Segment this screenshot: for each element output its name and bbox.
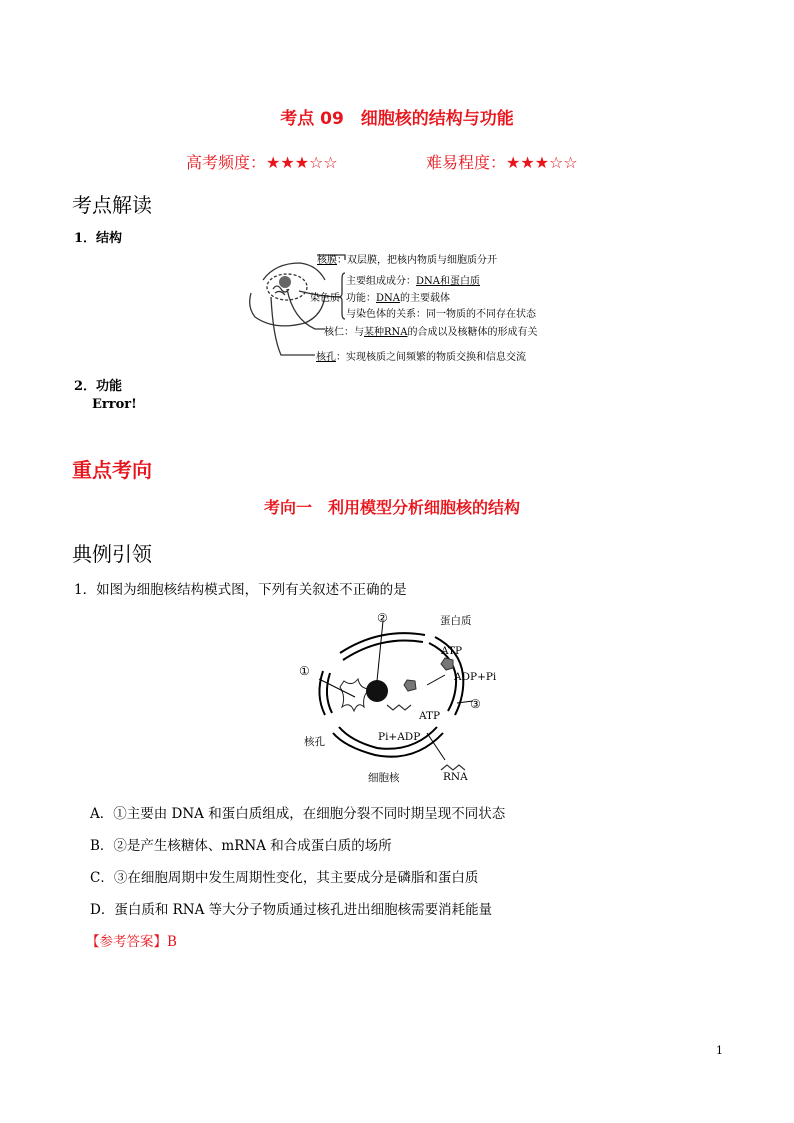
label-rna: RNA bbox=[443, 771, 468, 783]
nucleolus-blob bbox=[366, 680, 388, 702]
label-3: ③ bbox=[470, 697, 481, 711]
option-a: A．①主要由 DNA 和蛋白质组成，在细胞分裂不同时期呈现不同状态 bbox=[90, 806, 506, 822]
protein-shape-inside bbox=[404, 680, 416, 691]
page-title: 考点 09 细胞核的结构与功能 bbox=[280, 109, 514, 129]
answer-line bbox=[86, 930, 177, 950]
difficulty-rating bbox=[426, 150, 578, 173]
rna-outside bbox=[441, 765, 465, 770]
frequency-label: 高考频度： bbox=[186, 153, 267, 172]
envelope-arc-left-outer bbox=[319, 671, 325, 715]
label-nucleus: 细胞核 bbox=[368, 772, 400, 784]
nucleolus-value: 某种RNA bbox=[364, 327, 408, 338]
envelope-arc-top-inner bbox=[343, 640, 423, 660]
label-atp-bottom: ATP bbox=[419, 710, 441, 722]
cell-outline-top bbox=[263, 263, 325, 280]
label-protein: 蛋白质 bbox=[440, 615, 472, 627]
nucleolus-rest: 的合成以及核糖体的形成有关 bbox=[407, 327, 538, 338]
subtitle: 考向一 利用模型分析细胞核的结构 bbox=[264, 498, 521, 517]
section-heading-key-direction: 重点考向 bbox=[72, 458, 152, 482]
section-heading-example: 典例引领 bbox=[72, 542, 152, 566]
page-number: 1 bbox=[716, 1044, 723, 1057]
function-label: 功能： bbox=[346, 293, 376, 304]
option-b: B．②是产生核糖体、mRNA 和合成蛋白质的场所 bbox=[90, 838, 392, 854]
function-rest: 的主要载体 bbox=[400, 293, 450, 304]
function-value: DNA bbox=[376, 293, 400, 304]
nucleolus-dot bbox=[279, 276, 291, 288]
label-2: ② bbox=[377, 611, 388, 625]
question-text: 1．如图为细胞核结构模式图，下列有关叙述不正确的是 bbox=[74, 582, 407, 598]
item-function-heading: 2．功能 bbox=[74, 379, 123, 394]
function-line bbox=[346, 289, 450, 304]
composition-value: DNA和蛋白质 bbox=[416, 276, 480, 287]
envelope-arc-left-inner bbox=[327, 673, 332, 713]
envelope-desc: ：双层膜，把核内物质与细胞质分开 bbox=[337, 255, 497, 266]
envelope-line bbox=[317, 251, 497, 266]
arrow-rna-out bbox=[427, 733, 445, 760]
pointer-2 bbox=[377, 621, 383, 681]
pore-term: 核孔 bbox=[316, 352, 336, 363]
nucleolus-label: 核仁：与 bbox=[324, 327, 364, 338]
nucleolus-line bbox=[324, 323, 538, 338]
label-atp-top: ATP bbox=[441, 645, 463, 657]
pointer-1 bbox=[319, 679, 355, 697]
frequency-stars: ★★★☆☆ bbox=[266, 153, 338, 172]
label-adp-top: ADP+Pi bbox=[454, 671, 497, 683]
relation-line: 与染色体的关系：同一物质的不同存在状态 bbox=[346, 309, 536, 320]
section-heading-interpretation: 考点解读 bbox=[72, 193, 152, 217]
envelope-term: 核膜 bbox=[317, 255, 337, 266]
item-structure-heading: 1．结构 bbox=[74, 231, 123, 246]
pore-desc: ：实现核质之间频繁的物质交换和信息交流 bbox=[336, 352, 526, 363]
label-1: ① bbox=[299, 664, 310, 678]
composition-line bbox=[346, 272, 480, 287]
difficulty-stars: ★★★☆☆ bbox=[506, 153, 578, 172]
answer-label: 【参考答案】 bbox=[86, 934, 167, 950]
answer-value: B bbox=[167, 934, 177, 950]
label-pore: 核孔 bbox=[304, 736, 325, 748]
composition-label: 主要组成成分： bbox=[346, 276, 416, 287]
label-adp-bottom: Pi+ADP bbox=[378, 731, 421, 743]
chromatin-label: 染色质 bbox=[310, 293, 340, 304]
option-d: D．蛋白质和 RNA 等大分子物质通过核孔进出细胞核需要消耗能量 bbox=[90, 902, 493, 918]
option-c: C．③在细胞周期中发生周期性变化，其主要成分是磷脂和蛋白质 bbox=[90, 870, 479, 886]
pore-line bbox=[316, 348, 526, 363]
arrow-protein-in bbox=[427, 675, 445, 685]
difficulty-label: 难易程度： bbox=[426, 153, 507, 172]
protein-shape-outside bbox=[441, 658, 453, 670]
frequency-rating bbox=[186, 150, 338, 173]
rna-inside bbox=[387, 705, 411, 710]
error-text: Error! bbox=[92, 397, 137, 412]
nucleus-model-diagram bbox=[295, 605, 515, 785]
chromatin-tangle bbox=[340, 679, 370, 711]
